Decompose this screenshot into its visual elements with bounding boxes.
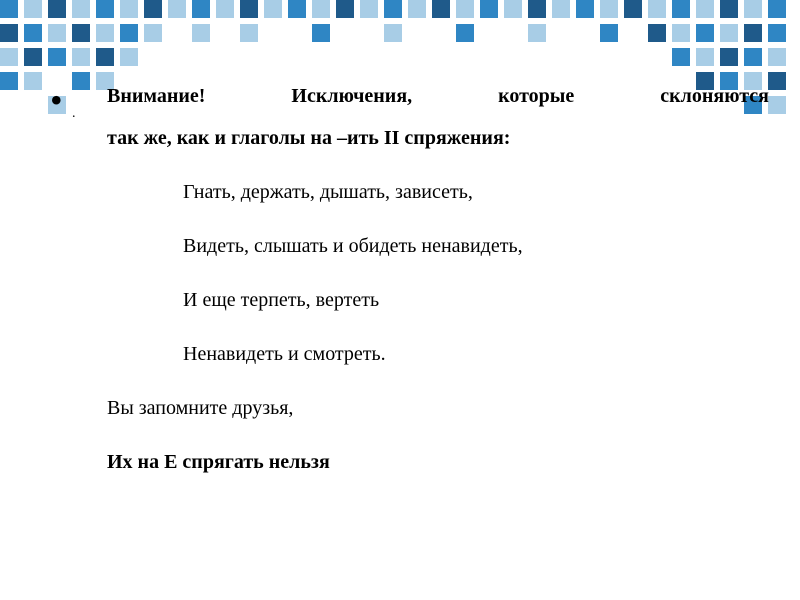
heading-line-2: так же, как и глаголы на –ить II спряжения:: [107, 127, 511, 149]
decorative-square: [720, 24, 738, 42]
decorative-square: [72, 24, 90, 42]
decorative-square: [480, 0, 498, 18]
decorative-square: [456, 0, 474, 18]
decorative-square: [144, 0, 162, 18]
decorative-square: [120, 0, 138, 18]
slide-body: [107, 84, 773, 474]
decorative-square: [96, 24, 114, 42]
decorative-square: [144, 24, 162, 42]
heading-line-1: [107, 84, 769, 108]
decorative-square: [192, 0, 210, 18]
heading-word: Исключения,: [291, 85, 413, 107]
decorative-square: [120, 48, 138, 66]
decorative-square: [768, 24, 786, 42]
decorative-square: [24, 24, 42, 42]
decorative-square: [0, 72, 18, 90]
decorative-square: [600, 24, 618, 42]
decorative-square: [288, 0, 306, 18]
decorative-square: [120, 24, 138, 42]
decorative-square: [168, 0, 186, 18]
decorative-square: [744, 0, 762, 18]
decorative-square: [672, 0, 690, 18]
decorative-square: [96, 0, 114, 18]
decorative-square: [432, 0, 450, 18]
decorative-square: [96, 48, 114, 66]
decorative-square: [72, 0, 90, 18]
decorative-square: [528, 24, 546, 42]
verse-line: Видеть, слышать и обидеть ненавидеть,: [183, 235, 523, 257]
decorative-square: [384, 0, 402, 18]
decorative-square: [192, 24, 210, 42]
decorative-square: [696, 0, 714, 18]
heading-word: склоняются: [660, 85, 769, 107]
decorative-square: [48, 24, 66, 42]
decorative-square: [696, 48, 714, 66]
decorative-square: [72, 72, 90, 90]
decorative-square: [504, 0, 522, 18]
heading-word: Внимание!: [107, 85, 206, 107]
decorative-square: [24, 0, 42, 18]
bullet-icon: •: [50, 80, 63, 120]
decorative-square: [624, 0, 642, 18]
decorative-square: [600, 0, 618, 18]
decorative-square: [552, 0, 570, 18]
decorative-square: [696, 24, 714, 42]
decorative-square: [240, 0, 258, 18]
footer-line-1: Вы запомните друзья,: [107, 397, 294, 419]
decorative-square: [384, 24, 402, 42]
decorative-square: [648, 24, 666, 42]
decorative-square: [768, 48, 786, 66]
footer-line-2: Их на Е спрягать нельзя: [107, 451, 330, 473]
verse-line: Гнать, держать, дышать, зависеть,: [183, 181, 473, 203]
decorative-square: [744, 24, 762, 42]
decorative-square: [528, 0, 546, 18]
decorative-square: [48, 0, 66, 18]
bullet-dot: .: [72, 106, 76, 121]
decorative-square: [312, 24, 330, 42]
decorative-square: [24, 72, 42, 90]
decorative-square: [336, 0, 354, 18]
verse-line: Ненавидеть и смотреть.: [183, 343, 386, 365]
decorative-square: [24, 48, 42, 66]
decorative-square: [360, 0, 378, 18]
decorative-square: [456, 24, 474, 42]
decorative-square: [240, 24, 258, 42]
decorative-square: [0, 0, 18, 18]
decorative-square: [672, 24, 690, 42]
decorative-square: [0, 48, 18, 66]
decorative-square: [768, 0, 786, 18]
decorative-square: [672, 48, 690, 66]
decorative-square: [0, 24, 18, 42]
heading-word: которые: [498, 85, 575, 107]
decorative-square: [744, 48, 762, 66]
decorative-square: [576, 0, 594, 18]
decorative-square: [720, 0, 738, 18]
verse-line: И еще терпеть, вертеть: [183, 289, 380, 311]
decorative-square: [408, 0, 426, 18]
decorative-square: [216, 0, 234, 18]
decorative-square: [264, 0, 282, 18]
decorative-square: [72, 48, 90, 66]
decorative-square: [312, 0, 330, 18]
decorative-square: [648, 0, 666, 18]
decorative-square: [720, 48, 738, 66]
decorative-square: [48, 48, 66, 66]
